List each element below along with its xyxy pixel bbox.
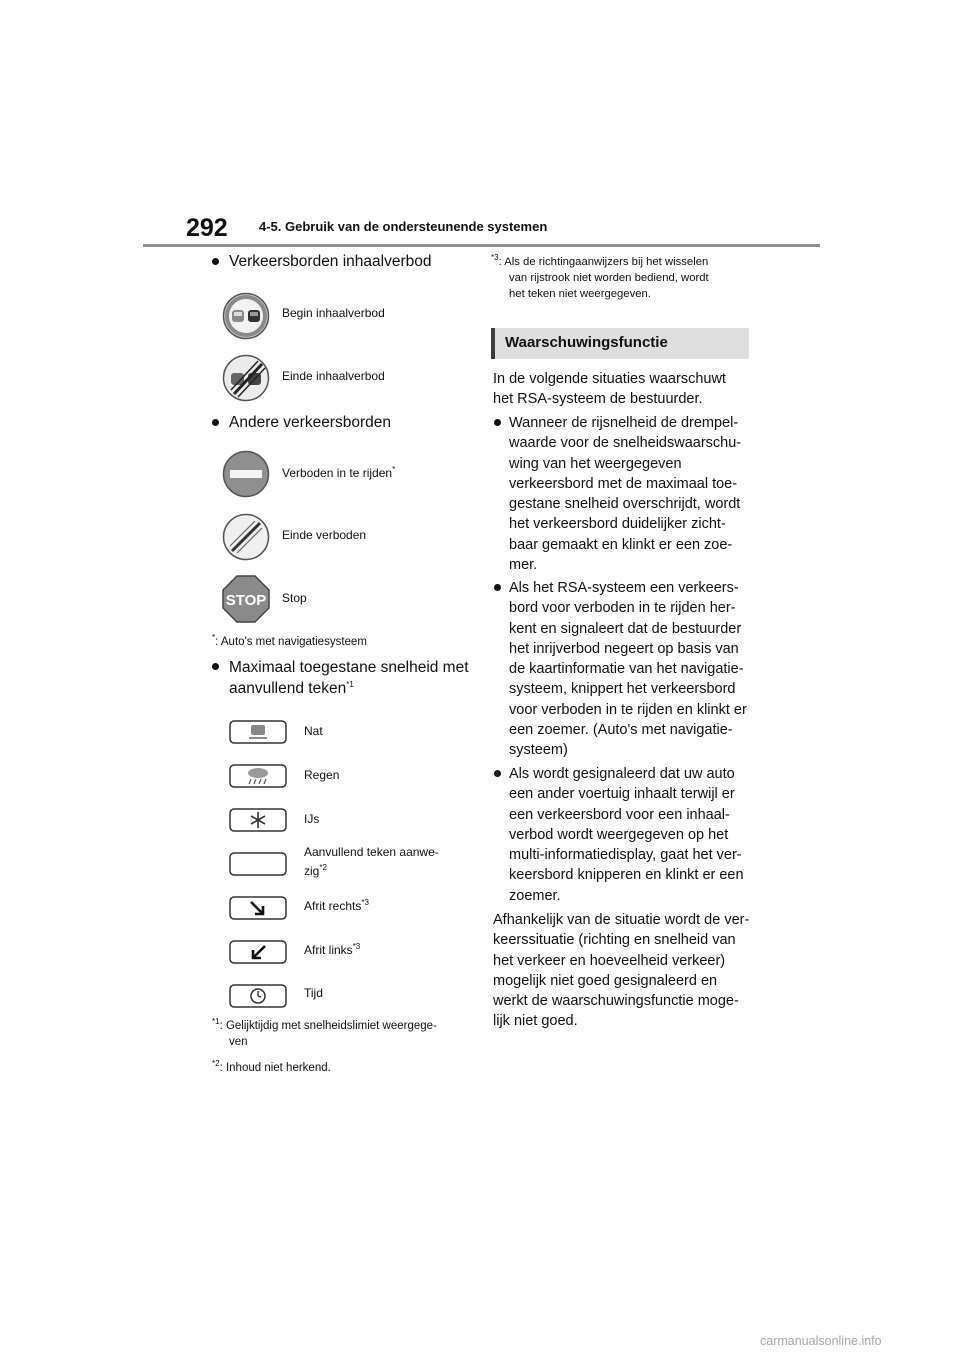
ice-snowflake-panel-icon xyxy=(229,808,287,832)
sign-label: Afrit links$^{*3}$ xyxy=(304,942,361,957)
sign-label: Afrit rechts$^{*3}$ xyxy=(304,898,369,913)
sign-label: IJs xyxy=(304,812,320,826)
end-no-overtaking-sign-icon xyxy=(222,354,270,402)
clock-panel-icon xyxy=(229,984,287,1008)
bullet-dot xyxy=(494,419,501,426)
sign-label: Aanvullend teken aanwe- zig$^{*2}$ xyxy=(304,845,439,878)
sign-label: Nat xyxy=(304,724,323,738)
footnote-1: $^{*1}$: Gelijktijdig met snelheidslimiet weergege- ven xyxy=(212,1017,437,1048)
bullet-dot xyxy=(212,258,219,265)
sign-label: Tijd xyxy=(304,986,323,1000)
bullet-dot xyxy=(212,663,219,670)
closing-paragraph: Afhankelijk van de situatie wordt de ver- keerssituatie (richting en snelheid van het verkeer en hoeveelheid verkeer) mogelijk niet goed gesignaleerd en werkt de waarschuwingsfunctie moge- lijk niet goed. xyxy=(493,912,750,1030)
sign-label: Begin inhaalverbod xyxy=(282,306,385,320)
exit-left-arrow-panel-icon xyxy=(229,940,287,964)
bullet-dot xyxy=(494,584,501,591)
no-entry-sign-icon xyxy=(222,450,270,498)
sign-label: Verboden in te rijden* xyxy=(282,465,396,480)
bullet-heading-other-signs: Andere verkeersborden xyxy=(212,413,472,433)
warning-function-heading: Waarschuwingsfunctie xyxy=(491,328,749,359)
blank-panel-icon xyxy=(229,852,287,876)
bullet-heading-speed-supplement: Maximaal toegestane snelheid met aanvullend teken$^{*1}$ xyxy=(212,657,482,699)
page-number: 292 xyxy=(186,214,228,242)
exit-right-arrow-panel-icon xyxy=(229,896,287,920)
stop-sign-icon xyxy=(222,575,270,623)
no-overtaking-sign-icon xyxy=(222,292,270,340)
intro-paragraph: In de volgende situaties waarschuwt het RSA-systeem de bestuurder. xyxy=(493,371,726,408)
end-of-restrictions-sign-icon xyxy=(222,513,270,561)
sign-label: Einde verboden xyxy=(282,528,367,542)
stop-sign-text: STOP xyxy=(225,592,267,609)
watermark: carmanualsonline.info xyxy=(760,1334,882,1348)
bullet-dot xyxy=(212,419,219,426)
bullet-heading-no-overtaking: Verkeersborden inhaalverbod xyxy=(212,252,472,272)
header-rule xyxy=(143,244,820,247)
sign-label: Einde inhaalverbod xyxy=(282,369,385,383)
footnote-2: $^{*2}$: Inhoud niet herkend. xyxy=(212,1059,331,1074)
rain-panel-icon xyxy=(229,764,287,788)
section-title: 4-5. Gebruik van de ondersteunende systemen xyxy=(259,219,548,234)
warning-bullet-2: Als het RSA-systeem een verkeers- bord voor verboden in te rijden her- kent en signaleert dat de bestuurder het inrijverbod negeert op basis van de kaartinformatie van het navigatie- systeem, knippert het verkeersbord voor verboden in te rijden en klinkt er een zoemer. (Auto's met navigatie- systeem) xyxy=(494,578,754,761)
sign-label: Stop xyxy=(282,591,307,605)
footnote-3: $^{*3}$: Als de richtingaanwijzers bij het wisselen van rijstrook niet worden bediend, wordt het teken niet weergegeven. xyxy=(491,253,709,300)
footnote-navigation: *: Auto's met navigatiesysteem xyxy=(212,633,367,648)
warning-bullet-3: Als wordt gesignaleerd dat uw auto een ander voertuig inhaalt terwijl er een verkeersbord voor een inhaal- verbod wordt weergegeven op het multi-informatiedisplay, gaat het ver- keersbord knipperen en klinkt er een zoemer. xyxy=(494,764,754,906)
bullet-dot xyxy=(494,770,501,777)
warning-bullet-1: Wanneer de rijsnelheid de drempel- waarde voor de snelheidswaarschu- wing van het weergegeven verkeersbord met de maximaal toe- gestane snelheid overschrijdt, wordt het verkeersbord duidelijker zicht- baar gemaakt en klinkt er een zoe- mer. xyxy=(494,413,754,575)
sign-label: Regen xyxy=(304,768,340,782)
wet-road-panel-icon xyxy=(229,720,287,744)
